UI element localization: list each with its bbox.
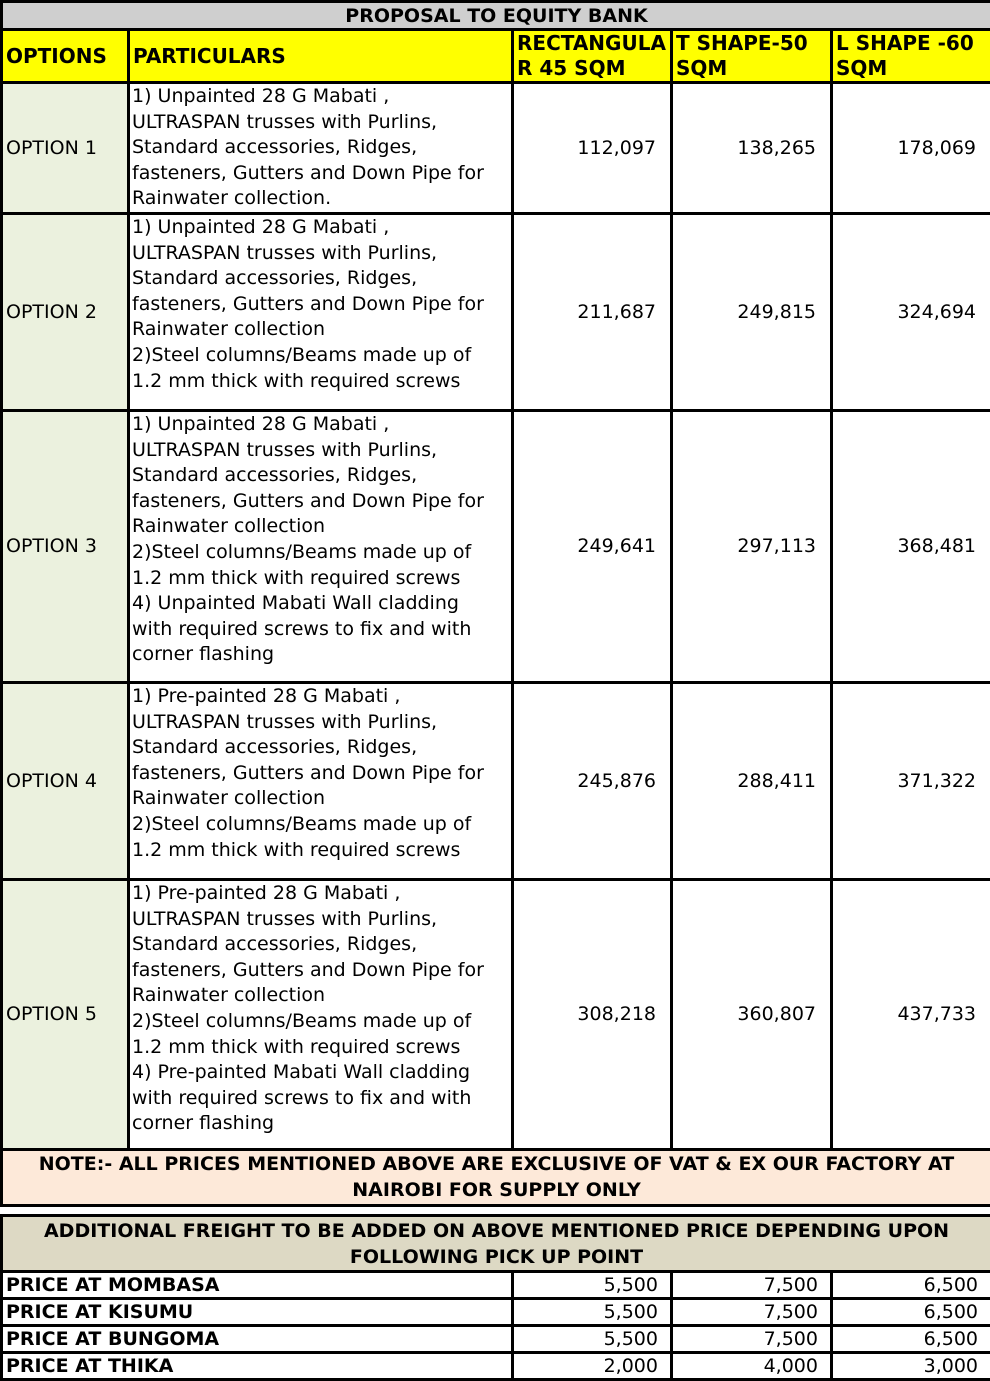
particulars-line: ULTRASPAN trusses with Purlins, — [132, 438, 509, 464]
freight-row — [2, 1326, 990, 1353]
particulars-line: corner flashing — [132, 1111, 509, 1137]
freight-price-tshape: 7,500 — [672, 1272, 832, 1299]
price-tshape: 288,411 — [672, 682, 832, 879]
particulars-line: 4) Pre-painted Mabati Wall cladding — [132, 1060, 509, 1086]
freight-header — [2, 1216, 990, 1272]
price-rect: 245,876 — [513, 682, 672, 879]
particulars-line: Rainwater collection — [132, 983, 509, 1009]
option-particulars — [129, 213, 513, 410]
freight-price-rect: 5,500 — [513, 1326, 672, 1353]
option-label: OPTION 2 — [2, 213, 129, 410]
particulars-line: 1) Unpainted 28 G Mabati , — [132, 84, 509, 110]
header-t-shape-line1: T SHAPE-50 — [676, 31, 827, 56]
particulars-line: Standard accessories, Ridges, — [132, 463, 509, 489]
option-particulars — [129, 410, 513, 682]
option-label: OPTION 4 — [2, 682, 129, 879]
particulars-line: with required screws to fix and with — [132, 1086, 509, 1112]
price-tshape: 138,265 — [672, 83, 832, 214]
freight-price-tshape: 4,000 — [672, 1353, 832, 1380]
freight-price-lshape: 6,500 — [832, 1272, 990, 1299]
particulars-line: 2)Steel columns/Beams made up of — [132, 540, 509, 566]
freight-location: PRICE AT THIKA — [2, 1353, 513, 1380]
freight-header-line2: FOLLOWING PICK UP POINT — [3, 1244, 990, 1270]
vat-note — [2, 1149, 990, 1205]
header-l-shape-line2: SQM — [836, 56, 987, 81]
freight-header-row — [2, 1216, 990, 1272]
freight-price-tshape: 7,500 — [672, 1326, 832, 1353]
freight-header-line1: ADDITIONAL FREIGHT TO BE ADDED ON ABOVE MENTIONED PRICE DEPENDING UPON — [3, 1218, 990, 1244]
freight-price-lshape: 6,500 — [832, 1326, 990, 1353]
vat-note-line2: NAIROBI FOR SUPPLY ONLY — [9, 1177, 984, 1203]
particulars-line: Rainwater collection — [132, 317, 509, 343]
price-tshape: 297,113 — [672, 410, 832, 682]
price-lshape: 368,481 — [832, 410, 990, 682]
freight-location: PRICE AT MOMBASA — [2, 1272, 513, 1299]
freight-location: PRICE AT BUNGOMA — [2, 1326, 513, 1353]
price-rect: 308,218 — [513, 879, 672, 1149]
particulars-line: with required screws to fix and with — [132, 617, 509, 643]
particulars-line: fasteners, Gutters and Down Pipe for — [132, 161, 509, 187]
particulars-line: fasteners, Gutters and Down Pipe for — [132, 958, 509, 984]
freight-row — [2, 1353, 990, 1380]
option-row — [2, 213, 990, 410]
option-row — [2, 879, 990, 1149]
particulars-line: ULTRASPAN trusses with Purlins, — [132, 907, 509, 933]
particulars-line: 1.2 mm thick with required screws — [132, 566, 509, 592]
option-row — [2, 682, 990, 879]
header-options: OPTIONS — [2, 30, 129, 83]
particulars-line: fasteners, Gutters and Down Pipe for — [132, 761, 509, 787]
freight-table — [0, 1214, 990, 1381]
header-t-shape-line2: SQM — [676, 56, 827, 81]
price-tshape: 249,815 — [672, 213, 832, 410]
option-label: OPTION 1 — [2, 83, 129, 214]
header-row — [2, 30, 990, 83]
particulars-line: ULTRASPAN trusses with Purlins, — [132, 241, 509, 267]
particulars-line: 1.2 mm thick with required screws — [132, 838, 509, 864]
option-particulars — [129, 83, 513, 214]
option-label: OPTION 5 — [2, 879, 129, 1149]
price-tshape: 360,807 — [672, 879, 832, 1149]
price-lshape: 437,733 — [832, 879, 990, 1149]
particulars-line: 1) Pre-painted 28 G Mabati , — [132, 684, 509, 710]
price-lshape: 178,069 — [832, 83, 990, 214]
freight-price-rect: 5,500 — [513, 1272, 672, 1299]
price-rect: 211,687 — [513, 213, 672, 410]
freight-price-lshape: 3,000 — [832, 1353, 990, 1380]
particulars-line: 1.2 mm thick with required screws — [132, 369, 509, 395]
particulars-line: Standard accessories, Ridges, — [132, 266, 509, 292]
header-l-shape — [832, 30, 990, 83]
particulars-line: 2)Steel columns/Beams made up of — [132, 1009, 509, 1035]
particulars-line: Rainwater collection — [132, 514, 509, 540]
freight-price-lshape: 6,500 — [832, 1299, 990, 1326]
freight-location: PRICE AT KISUMU — [2, 1299, 513, 1326]
price-rect: 249,641 — [513, 410, 672, 682]
particulars-line: fasteners, Gutters and Down Pipe for — [132, 292, 509, 318]
header-particulars: PARTICULARS — [129, 30, 513, 83]
particulars-line: 1) Unpainted 28 G Mabati , — [132, 215, 509, 241]
particulars-line: 2)Steel columns/Beams made up of — [132, 343, 509, 369]
price-lshape: 371,322 — [832, 682, 990, 879]
option-label: OPTION 3 — [2, 410, 129, 682]
freight-price-rect: 2,000 — [513, 1353, 672, 1380]
particulars-line: Standard accessories, Ridges, — [132, 135, 509, 161]
freight-row — [2, 1299, 990, 1326]
particulars-line: Standard accessories, Ridges, — [132, 932, 509, 958]
particulars-line: 2)Steel columns/Beams made up of — [132, 812, 509, 838]
particulars-line: Rainwater collection. — [132, 186, 509, 212]
particulars-line: Rainwater collection — [132, 786, 509, 812]
option-row — [2, 410, 990, 682]
note-row — [2, 1149, 990, 1205]
particulars-line: 1.2 mm thick with required screws — [132, 1035, 509, 1061]
particulars-line: ULTRASPAN trusses with Purlins, — [132, 710, 509, 736]
proposal-title: PROPOSAL TO EQUITY BANK — [2, 2, 990, 30]
particulars-line: Standard accessories, Ridges, — [132, 735, 509, 761]
price-lshape: 324,694 — [832, 213, 990, 410]
title-row — [2, 2, 990, 30]
particulars-line: 1) Pre-painted 28 G Mabati , — [132, 881, 509, 907]
particulars-line: ULTRASPAN trusses with Purlins, — [132, 110, 509, 136]
particulars-line: fasteners, Gutters and Down Pipe for — [132, 489, 509, 515]
header-l-shape-line1: L SHAPE -60 — [836, 31, 987, 56]
option-row — [2, 83, 990, 214]
particulars-line: 1) Unpainted 28 G Mabati , — [132, 412, 509, 438]
header-rectangular-line2: R 45 SQM — [517, 56, 667, 81]
header-rectangular-line1: RECTANGULA — [517, 31, 667, 56]
freight-price-rect: 5,500 — [513, 1299, 672, 1326]
particulars-line: 4) Unpainted Mabati Wall cladding — [132, 591, 509, 617]
vat-note-line1: NOTE:- ALL PRICES MENTIONED ABOVE ARE EXCLUSIVE OF VAT & EX OUR FACTORY AT — [9, 1151, 984, 1177]
freight-price-tshape: 7,500 — [672, 1299, 832, 1326]
freight-row — [2, 1272, 990, 1299]
option-particulars — [129, 879, 513, 1149]
option-particulars — [129, 682, 513, 879]
particulars-line: corner flashing — [132, 642, 509, 668]
header-t-shape — [672, 30, 832, 83]
header-rectangular — [513, 30, 672, 83]
price-rect: 112,097 — [513, 83, 672, 214]
